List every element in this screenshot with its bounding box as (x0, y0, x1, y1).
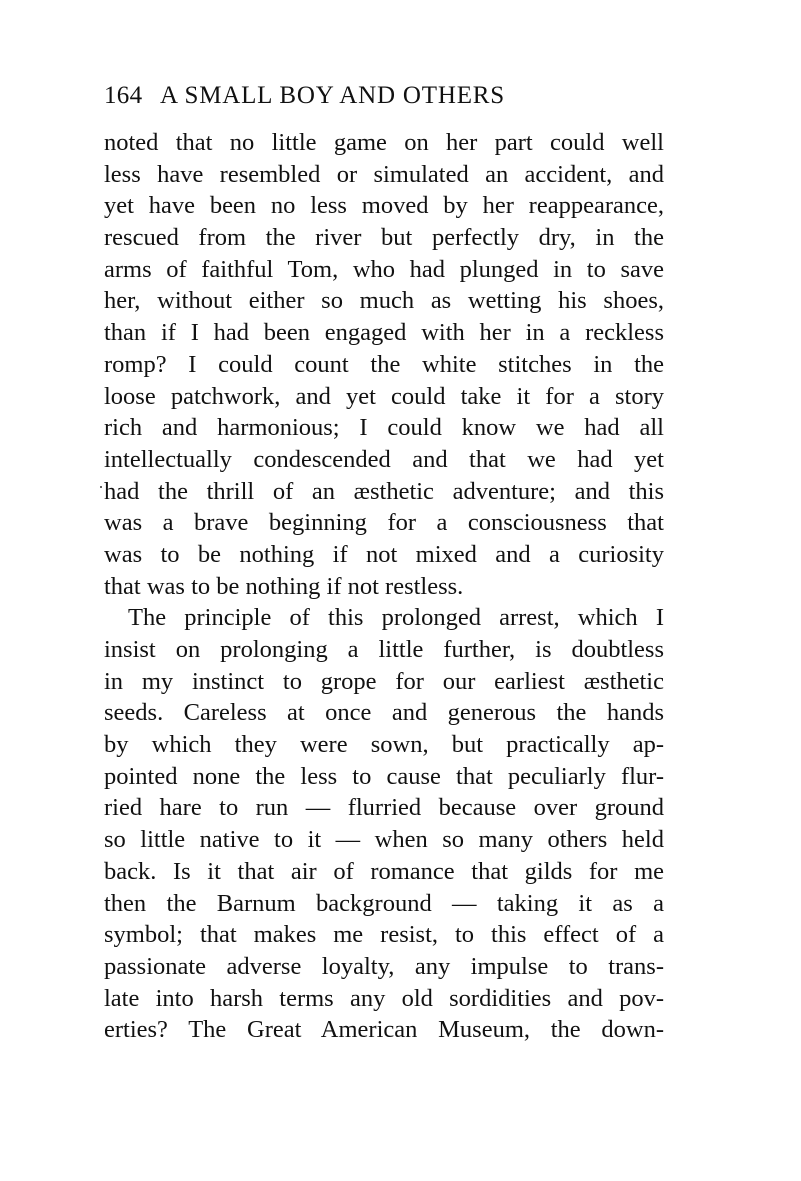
text-line: insist on prolonging a little further, is doubtless (104, 636, 664, 663)
running-head (104, 78, 664, 114)
text-line: symbol; that makes me resist, to this effect of a (104, 921, 664, 949)
text-line: rescued from the river but perfectly dry, in the (104, 224, 664, 252)
text-line: romp? I could count the white stitches in the (104, 350, 664, 378)
body-text (104, 127, 664, 1046)
paragraph-first-line: The principle of this prolonged arrest, which I (128, 604, 664, 632)
text-line: that was to be nothing if not restless. (104, 572, 464, 600)
text-line: noted that no little game on her part could well (104, 129, 664, 156)
text-line: was to be nothing if not mixed and a curiosity (104, 540, 664, 568)
text-line: loose patchwork, and yet could take it for a story (104, 382, 664, 410)
text-line: late into harsh terms any old sordidities and pov- (104, 984, 664, 1012)
text-line: so little native to it — when so many others held (104, 826, 664, 854)
text-line: seeds. Careless at once and generous the hands (104, 699, 664, 727)
print-speck (100, 486, 102, 488)
text-line: erties? The Great American Museum, the down- (104, 1016, 664, 1044)
running-title: A SMALL BOY AND OTHERS (160, 82, 505, 109)
text-line: less have resembled or simulated an accident, and (104, 160, 664, 188)
text-line: her, without either so much as wetting his shoes, (104, 287, 664, 315)
book-page (104, 78, 664, 1046)
text-line: in my instinct to grope for our earliest æsthetic (104, 667, 664, 695)
page-number: 164 (104, 82, 143, 109)
text-line: intellectually condescended and that we had yet (104, 445, 664, 473)
text-line: yet have been no less moved by her reappearance, (104, 192, 664, 220)
text-line: than if I had been engaged with her in a reckless (104, 319, 664, 347)
text-line: had the thrill of an æsthetic adventure; and this (104, 477, 664, 505)
text-line: ried hare to run — flurried because over ground (104, 794, 664, 822)
text-line: back. Is it that air of romance that gilds for me (104, 857, 664, 885)
text-line: was a brave beginning for a consciousness that (104, 509, 664, 537)
text-line: passionate adverse loyalty, any impulse to trans- (104, 952, 664, 980)
text-line: rich and harmonious; I could know we had all (104, 414, 664, 442)
text-line: arms of faithful Tom, who had plunged in to save (104, 255, 664, 283)
text-line: pointed none the less to cause that peculiarly flur- (104, 762, 664, 790)
text-line: by which they were sown, but practically ap- (104, 731, 664, 759)
text-line: then the Barnum background — taking it as a (104, 889, 664, 917)
